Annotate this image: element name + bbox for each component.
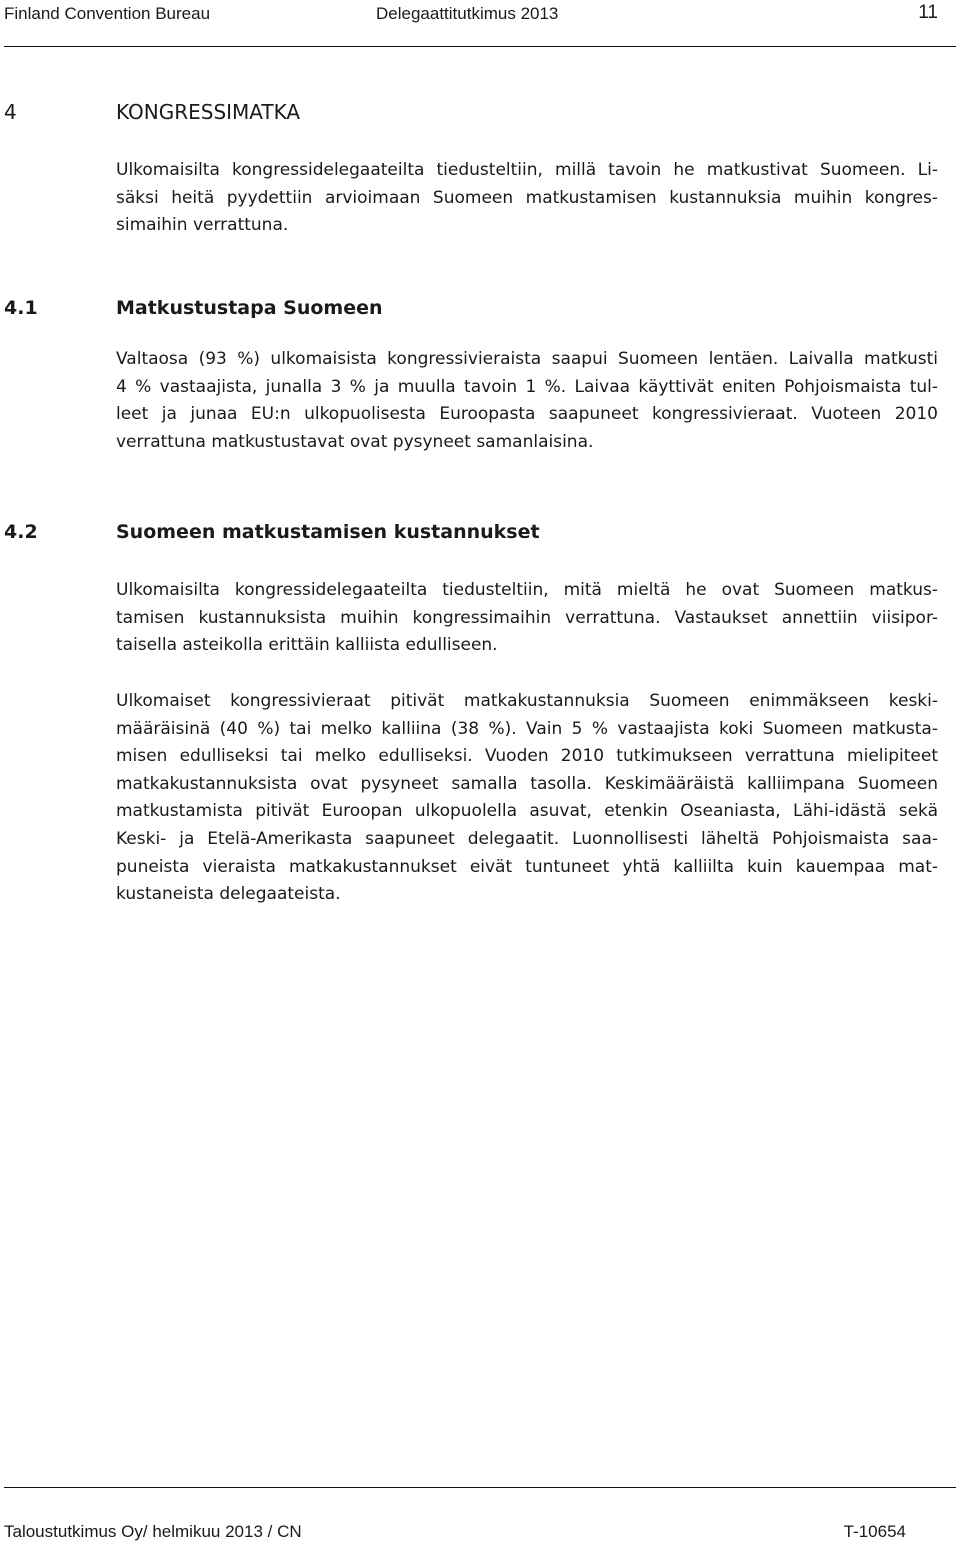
text-line: säksi heitä pyydettiin arvioimaan Suomeen matkustamisen kustannuksia muihin kongres- xyxy=(116,187,938,208)
text-line: Ulkomaiset kongressivieraat pitivät matkakustannuksia Suomeen enimmäkseen keski- xyxy=(116,691,938,711)
section-4-intro xyxy=(116,157,938,240)
section-4-1-number: 4.1 xyxy=(4,297,38,319)
section-4-number: 4 xyxy=(4,100,17,124)
text-line: verrattuna matkustustavat ovat pysyneet samanlaisina. xyxy=(116,431,594,452)
header-publication: Delegaattitutkimus 2013 xyxy=(376,4,559,23)
text-line: matkakustannuksista ovat pysyneet samalla tasolla. Keskimääräistä kalliimpana Suomeen xyxy=(116,773,938,794)
text-line: matkustamista pitivät Euroopan ulkopuolella asuvat, etenkin Oseaniasta, Lähi-idästä sekä xyxy=(116,801,938,822)
section-4-1-paragraph xyxy=(116,346,938,456)
section-4-2-paragraph-2 xyxy=(116,688,938,909)
section-4-1-title: Matkustustapa Suomeen xyxy=(116,297,383,319)
text-line: tamisen kustannuksista muihin kongressimaihin verrattuna. Vastaukset annettiin viisipor- xyxy=(116,607,938,628)
text-line: taisella asteikolla erittäin kalliista edulliseen. xyxy=(116,635,498,656)
page-header xyxy=(4,2,956,32)
text-line: Keski- ja Etelä-Amerikasta saapuneet delegaatit. Luonnollisesti läheltä Pohjoismaista saa- xyxy=(116,828,938,849)
text-line: misen edulliseksi tai melko edulliseksi. Vuoden 2010 tutkimukseen verrattuna mielipiteet xyxy=(116,746,938,767)
text-line: Ulkomaisilta kongressidelegaateilta tiedusteltiin, millä tavoin he matkustivat Suomeen. Li- xyxy=(116,160,938,180)
header-organization: Finland Convention Bureau xyxy=(4,4,211,23)
section-4-2-number: 4.2 xyxy=(4,521,38,543)
section-4-title: KONGRESSIMATKA xyxy=(116,100,301,124)
footer-right: T-10654 xyxy=(843,1522,906,1541)
text-line: leet ja junaa EU:n ulkopuolisesta Euroopasta saapuneet kongressivieraat. Vuoteen 2010 xyxy=(116,404,938,425)
footer-rule xyxy=(4,1487,956,1488)
text-line: 4 % vastaajista, junalla 3 % ja muulla tavoin 1 %. Laivaa käyttivät eniten Pohjoismaista tul- xyxy=(116,376,938,397)
text-line: kustaneista delegaateista. xyxy=(116,884,341,905)
text-line: Valtaosa (93 %) ulkomaisista kongressivieraista saapui Suomeen lentäen. Laivalla matkusti xyxy=(116,349,938,369)
text-line: simaihin verrattuna. xyxy=(116,215,289,236)
footer-left: Taloustutkimus Oy/ helmikuu 2013 / CN xyxy=(4,1522,302,1541)
header-page-number: 11 xyxy=(918,2,938,23)
text-line: Ulkomaisilta kongressidelegaateilta tiedusteltiin, mitä mieltä he ovat Suomeen matkus- xyxy=(116,580,938,600)
section-4-2-paragraph-1 xyxy=(116,577,938,660)
text-line: määräisinä (40 %) tai melko kalliina (38 %). Vain 5 % vastaajista koki Suomeen matkusta- xyxy=(116,718,938,739)
section-4-2-title: Suomeen matkustamisen kustannukset xyxy=(116,521,540,543)
text-line: puneista vieraista matkakustannukset eivät tuntuneet yhtä kalliilta kuin kauempaa mat- xyxy=(116,856,938,877)
header-rule xyxy=(4,46,956,47)
